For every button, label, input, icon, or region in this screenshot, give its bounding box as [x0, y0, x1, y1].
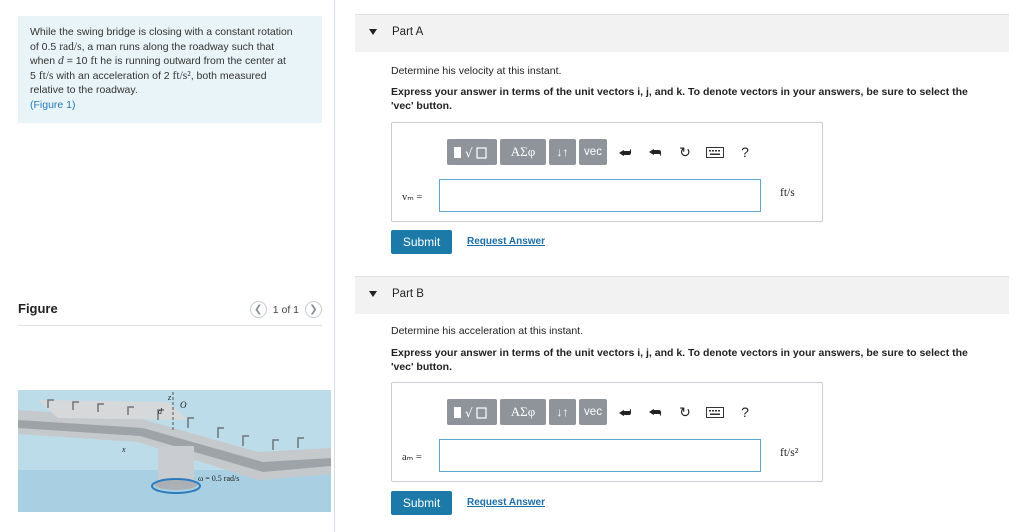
- part-a-title: Part A: [392, 26, 424, 38]
- problem-line: While the swing bridge is closing with a constant rotation: [30, 26, 293, 38]
- right-panel: [335, 0, 1024, 532]
- figure-pager: [250, 301, 322, 318]
- velocity-answer-input[interactable]: [439, 179, 761, 212]
- templates-button[interactable]: [447, 139, 497, 165]
- vec-button[interactable]: vec: [579, 399, 607, 425]
- part-b-answer-box: [391, 382, 823, 482]
- acceleration-units: ft/s²: [780, 447, 799, 459]
- prev-figure-button[interactable]: ❮: [250, 301, 267, 318]
- part-a-answer-box: [391, 122, 823, 222]
- next-figure-button[interactable]: ❯: [305, 301, 322, 318]
- undo-icon[interactable]: ⮨: [618, 403, 632, 420]
- label-z: z: [168, 393, 172, 402]
- collapse-triangle-icon[interactable]: [369, 291, 377, 297]
- help-button[interactable]: ?: [741, 404, 749, 420]
- label-x: x: [122, 445, 126, 454]
- templates-icon: [453, 144, 491, 160]
- figure-title: Figure: [18, 301, 58, 316]
- templates-icon: [453, 404, 491, 420]
- problem-statement: [18, 16, 322, 123]
- templates-button[interactable]: [447, 399, 497, 425]
- part-a-question: Determine his velocity at this instant.: [391, 65, 562, 77]
- keyboard-icon[interactable]: [700, 139, 730, 165]
- greek-symbols-button[interactable]: ΑΣφ: [500, 399, 546, 425]
- omega-label: ω = 0.5 rad/s: [198, 474, 240, 483]
- part-b-question: Determine his acceleration at this instant.: [391, 325, 584, 337]
- part-a-instructions: Express your answer in terms of the unit vectors i, j, and k. To denote vectors in your answers, be sure to select the 'vec' button.: [391, 86, 968, 113]
- part-a-request-answer-link[interactable]: Request Answer: [467, 236, 545, 247]
- label-o: O: [180, 400, 187, 410]
- acceleration-label: aₘ =: [402, 452, 422, 463]
- problem-line: when d = 10 ft he is running outward from the center at: [30, 55, 286, 68]
- vec-button[interactable]: vec: [579, 139, 607, 165]
- acceleration-answer-input[interactable]: [439, 439, 761, 472]
- part-b-header[interactable]: [355, 276, 1009, 314]
- left-panel: [0, 0, 334, 532]
- figure-header: [18, 298, 322, 326]
- redo-icon[interactable]: ⮪: [648, 403, 662, 420]
- figure-link[interactable]: (Figure 1): [30, 98, 76, 111]
- part-a-header[interactable]: [355, 14, 1009, 52]
- reset-icon[interactable]: ↻: [679, 143, 691, 160]
- part-a-submit-button[interactable]: Submit: [391, 230, 452, 254]
- problem-line: of 0.5 rad/s, a man runs along the roadway such that: [30, 40, 275, 53]
- part-b-request-answer-link[interactable]: Request Answer: [467, 497, 545, 508]
- greek-symbols-button[interactable]: ΑΣφ: [500, 139, 546, 165]
- label-d: d: [158, 407, 162, 416]
- part-b-submit-button[interactable]: Submit: [391, 491, 452, 515]
- help-button[interactable]: ?: [741, 144, 749, 160]
- reset-icon[interactable]: ↻: [679, 403, 691, 420]
- arrows-button[interactable]: ↓↑: [549, 139, 576, 165]
- velocity-units: ft/s: [780, 187, 795, 199]
- part-b-title: Part B: [392, 288, 424, 300]
- arrows-button[interactable]: ↓↑: [549, 399, 576, 425]
- math-toolbar: [447, 399, 760, 425]
- part-b-instructions: Express your answer in terms of the unit vectors i, j, and k. To denote vectors in your answers, be sure to select the 'vec' button.: [391, 347, 968, 374]
- collapse-triangle-icon[interactable]: [369, 29, 377, 35]
- keyboard-icon[interactable]: [700, 399, 730, 425]
- problem-line: 5 ft/s with an acceleration of 2 ft/s², both measured: [30, 69, 267, 82]
- problem-line: relative to the roadway.: [30, 84, 138, 97]
- svg-text:√: √: [465, 406, 473, 420]
- redo-icon[interactable]: ⮪: [648, 143, 662, 160]
- math-toolbar: [447, 139, 760, 165]
- undo-icon[interactable]: ⮨: [618, 143, 632, 160]
- swing-bridge-figure: [18, 390, 331, 512]
- svg-text:√: √: [465, 146, 473, 160]
- velocity-label: vₘ =: [402, 192, 423, 203]
- pager-text: 1 of 1: [272, 303, 299, 316]
